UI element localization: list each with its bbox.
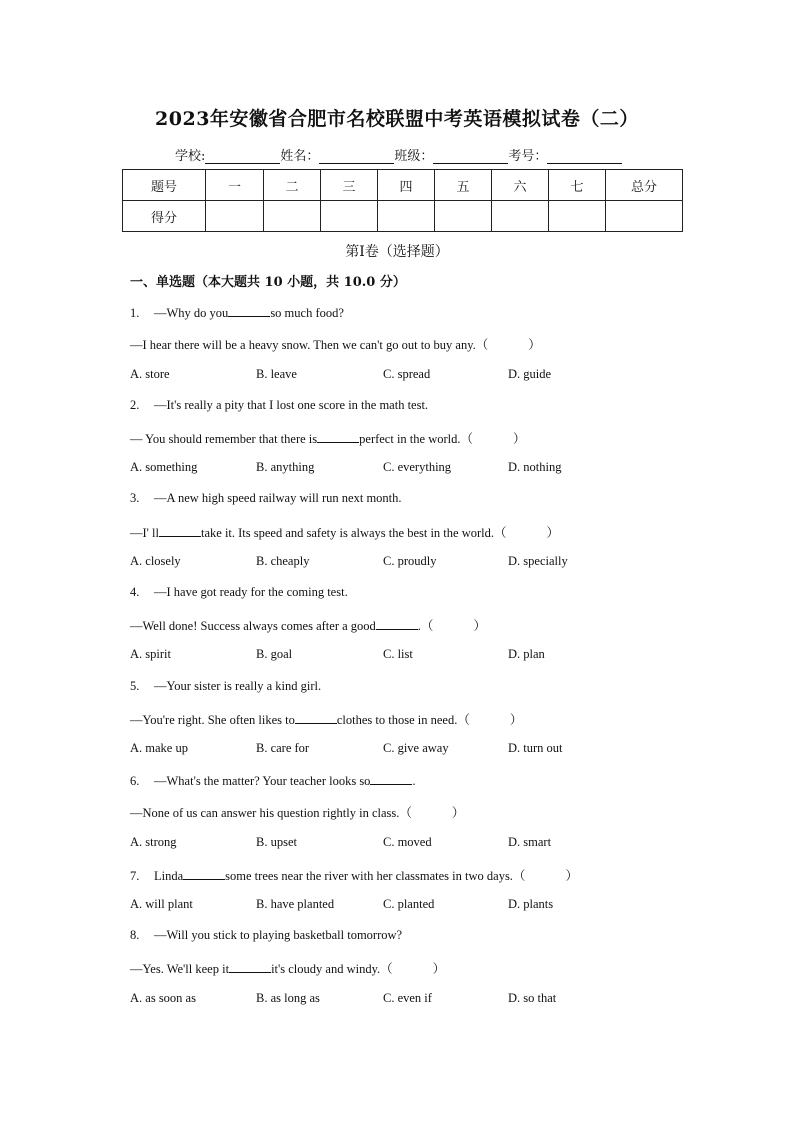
question-number: 2. — [130, 398, 140, 412]
option-d[interactable]: D. plan — [508, 647, 545, 661]
score-header-cell: 一 — [206, 170, 264, 201]
option-d[interactable]: D. nothing — [508, 460, 562, 474]
class-label: 班级： — [394, 149, 434, 164]
question-4-reply — [130, 616, 486, 634]
question-5-stem — [130, 679, 321, 694]
score-cell[interactable] — [321, 201, 378, 232]
option-a[interactable]: A. strong — [130, 835, 177, 849]
question-number: 4. — [130, 585, 140, 599]
question-text: —Will you stick to playing basketball tomorrow? — [154, 928, 403, 942]
score-header-cell: 三 — [321, 170, 378, 201]
name-label: 姓名： — [280, 149, 320, 164]
score-cell[interactable] — [435, 201, 492, 232]
score-cell[interactable] — [378, 201, 435, 232]
answer-blank[interactable] — [183, 867, 225, 880]
question-text: ） — [451, 806, 465, 820]
option-a[interactable]: A. will plant — [130, 897, 193, 911]
question-text: it's cloudy and windy.（ — [271, 962, 393, 976]
question-4-stem — [130, 585, 348, 600]
number-label: 考号： — [508, 149, 548, 164]
answer-blank[interactable] — [159, 524, 201, 537]
question-text: —I' ll — [130, 526, 159, 540]
option-a[interactable]: A. spirit — [130, 647, 171, 661]
question-text: take it. Its speed and safety is always the best in the world.（ — [201, 526, 507, 540]
question-text: —Your sister is really a kind girl. — [154, 679, 322, 693]
question-number: 3. — [130, 491, 140, 505]
school-blank[interactable] — [205, 149, 280, 164]
question-text: .（ — [417, 619, 434, 633]
question-text: ） — [509, 713, 523, 727]
section-title: 第I卷（选择题） — [345, 244, 449, 260]
option-c[interactable]: C. planted — [383, 897, 435, 911]
option-c[interactable]: C. give away — [383, 741, 449, 755]
score-header-cell: 二 — [264, 170, 321, 201]
option-a[interactable]: A. make up — [130, 741, 188, 755]
option-c[interactable]: C. even if — [383, 991, 432, 1005]
option-a[interactable]: A. as soon as — [130, 991, 196, 1005]
question-2-reply — [130, 429, 526, 447]
option-b[interactable]: B. leave — [256, 367, 297, 381]
question-text: — You should remember that there is — [130, 432, 318, 446]
student-info — [175, 145, 622, 164]
class-blank[interactable] — [433, 149, 508, 164]
question-text: —Well done! Success always comes after a good — [130, 619, 376, 633]
answer-blank[interactable] — [295, 711, 337, 724]
question-1-stem — [130, 304, 344, 321]
question-3-stem — [130, 491, 402, 506]
score-header-cell: 总分 — [606, 170, 683, 201]
question-number: 5. — [130, 679, 140, 693]
question-2-stem — [130, 398, 428, 413]
option-b[interactable]: B. care for — [256, 741, 310, 755]
option-d[interactable]: D. turn out — [508, 741, 563, 755]
score-cell[interactable] — [206, 201, 264, 232]
score-cell[interactable] — [549, 201, 606, 232]
option-d[interactable]: D. so that — [508, 991, 557, 1005]
score-header-cell: 六 — [492, 170, 549, 201]
question-text: —Yes. We'll keep it — [130, 962, 230, 976]
question-8-stem — [130, 928, 402, 943]
option-c[interactable]: C. proudly — [383, 554, 437, 568]
score-header-cell: 七 — [549, 170, 606, 201]
question-number: 8. — [130, 928, 140, 942]
score-header-cell: 题号 — [123, 170, 206, 201]
question-text: . — [412, 774, 416, 788]
school-label: 学校: — [175, 149, 206, 164]
score-table-header-row — [123, 170, 683, 201]
part-heading: 一、单选题（本大题共 10 小题，共 10.0 分） — [130, 275, 406, 290]
page-title: 2023年安徽省合肥市名校联盟中考英语模拟试卷（二） — [155, 108, 639, 130]
score-cell[interactable] — [264, 201, 321, 232]
option-b[interactable]: B. anything — [256, 460, 315, 474]
option-b[interactable]: B. goal — [256, 647, 293, 661]
question-6-reply — [130, 803, 464, 821]
question-5-reply — [130, 710, 522, 728]
question-number: 1. — [130, 306, 140, 320]
question-text: so much food? — [270, 306, 344, 320]
option-a[interactable]: A. closely — [130, 554, 181, 568]
question-text: —It's really a pity that I lost one score in the math test. — [154, 398, 429, 412]
score-table-score-row — [123, 201, 683, 232]
number-blank[interactable] — [547, 149, 622, 164]
question-number: 6. — [130, 774, 140, 788]
question-text: —A new high speed railway will run next month. — [154, 491, 402, 505]
option-b[interactable]: B. have planted — [256, 897, 335, 911]
name-blank[interactable] — [319, 149, 394, 164]
option-d[interactable]: D. guide — [508, 367, 552, 381]
question-text: ） — [513, 432, 526, 446]
question-text: —I have got ready for the coming test. — [154, 585, 348, 599]
question-text: ） — [528, 338, 541, 352]
option-b[interactable]: B. cheaply — [256, 554, 310, 568]
option-b[interactable]: B. upset — [256, 835, 297, 849]
option-c[interactable]: C. spread — [383, 367, 431, 381]
answer-blank[interactable] — [376, 617, 418, 630]
answer-blank[interactable] — [317, 430, 359, 443]
answer-blank[interactable] — [228, 304, 270, 317]
option-c[interactable]: C. list — [383, 647, 413, 661]
question-text: some trees near the river with her classmates in two days.（ — [225, 869, 526, 883]
option-c[interactable]: C. moved — [383, 835, 432, 849]
answer-blank[interactable] — [370, 772, 412, 785]
question-text: —What's the matter? Your teacher looks so — [154, 774, 371, 788]
question-text: perfect in the world.（ — [359, 432, 473, 446]
score-header-cell: 四 — [378, 170, 435, 201]
option-b[interactable]: B. as long as — [256, 991, 320, 1005]
question-text: ） — [546, 526, 559, 540]
option-a[interactable]: A. store — [130, 367, 170, 381]
question-3-reply — [130, 523, 559, 541]
question-6-stem — [130, 772, 416, 789]
question-text: Linda — [154, 869, 184, 883]
question-text: —I hear there will be a heavy snow. Then we can't go out to buy any.（ — [130, 338, 489, 352]
question-1-reply — [130, 335, 541, 353]
option-c[interactable]: C. everything — [383, 460, 452, 474]
option-d[interactable]: D. specially — [508, 554, 568, 568]
question-8-reply — [130, 959, 445, 977]
answer-blank[interactable] — [229, 960, 271, 973]
question-text: —You're right. She often likes to — [130, 713, 295, 727]
question-text: —None of us can answer his question rightly in class.（ — [130, 806, 412, 820]
score-row-label: 得分 — [123, 201, 206, 232]
question-text: ） — [432, 962, 446, 976]
score-table — [122, 169, 683, 232]
question-text: ） — [565, 869, 578, 883]
question-text: ） — [473, 619, 486, 633]
option-d[interactable]: D. plants — [508, 897, 554, 911]
score-cell[interactable] — [606, 201, 683, 232]
question-number: 7. — [130, 869, 140, 883]
score-header-cell: 五 — [435, 170, 492, 201]
question-7-stem — [130, 866, 578, 884]
option-d[interactable]: D. smart — [508, 835, 552, 849]
score-cell[interactable] — [492, 201, 549, 232]
question-text: clothes to those in need.（ — [336, 713, 470, 727]
option-a[interactable]: A. something — [130, 460, 198, 474]
question-text: —Why do you — [154, 306, 229, 320]
